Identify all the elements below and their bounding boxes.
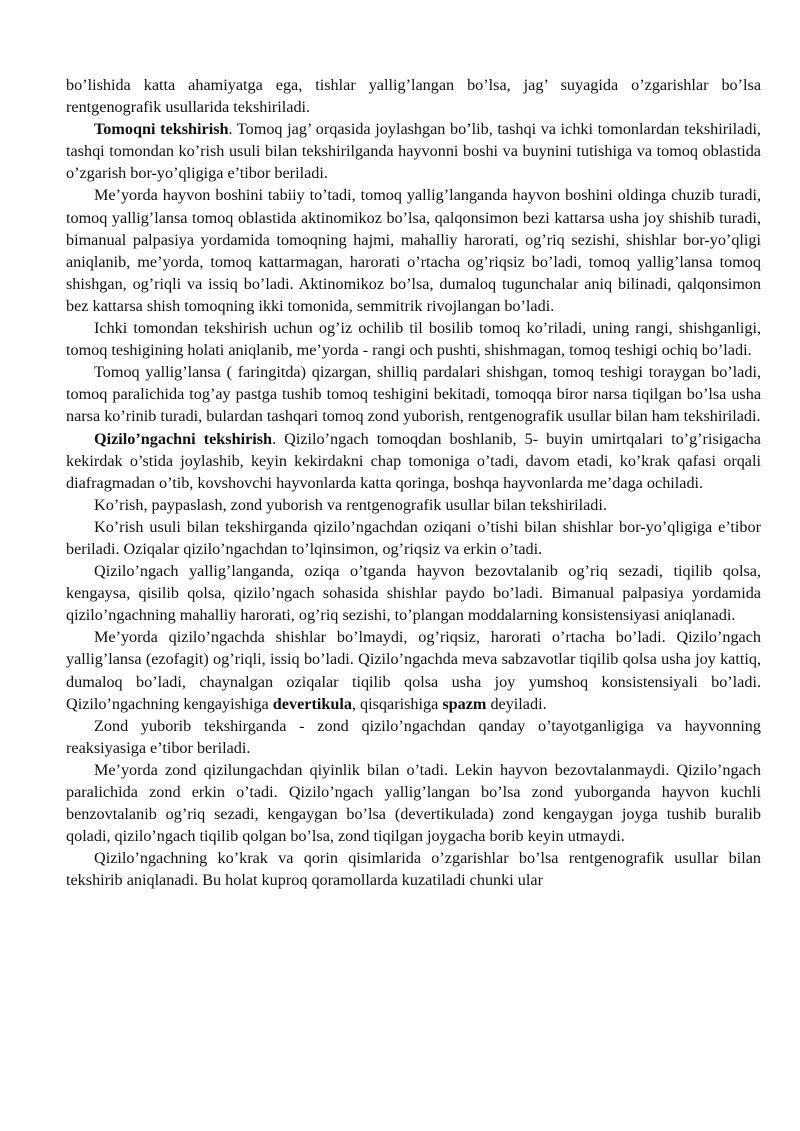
paragraph	[66, 759, 761, 847]
text-run: Qizilo’ngachning ko’krak va qorin qisimlarida o’zgarishlar bo’lsa rentgenografik usullar bilan tekshirib aniqlanadi. Bu holat kuproq qoramollarda kuzatiladi chunki ular	[66, 849, 761, 890]
bold-term: Qizilo’ngachni tekshirish	[94, 429, 273, 448]
text-run: Qizilo’ngach yallig’langanda, oziqa o’tganda hayvon bezovtalanib og’riq sezadi, tiqilib qolsa, kengaysa, qisilib qolsa, qizilo’ngach sohasida shishlar paydo bo’ladi. Bimanual palpasiya yordamida qizilo’ngachning mahalliy harorati, og’riq sezishi, to’plangan moddalarning konsistensiyasi aniqlanadi.	[66, 562, 761, 625]
text-run: . Qizilo’ngach tomoqdan boshlanib, 5- buyin umirtqalari to’g’risigacha kekirdak o’stida joylashib, keyin kekirdakni chap tomoniga o’tadi, davom etadi, ko’krak qafasi orqali diafragmadan o’tib, kovshovchi hayvonlarda katta qoringa, boshqa hayvonlarda me’daga ochiladi.	[66, 429, 761, 492]
text-run: Tomoq yallig’lansa ( faringitda) qizargan, shilliq pardalari shishgan, tomoq teshigi toraygan bo’ladi, tomoq paralichida tog’ay pastga tushib tomoq teshigini bekitadi, tomoqqa biror narsa tiqilgan bo’lsa usha narsa ko’rinib turadi, bulardan tashqari tomoq zond yuborish, rentgenografik usullar bilan ham tekshiriladi.	[66, 363, 761, 426]
text-run: deyiladi.	[486, 694, 547, 713]
paragraph	[66, 715, 761, 759]
text-run: . Tomoq jag’ orqasida joylashgan bo’lib, tashqi va ichki tomonlardan tekshiriladi, tashqi tomondan ko’rish usuli bilan tekshirilganda hayvonni boshi va buynini tutishiga va tomoq oblastida o’zgarish bor-yo’qligiga e’tibor beriladi.	[66, 120, 761, 183]
paragraph	[66, 74, 761, 118]
text-run: Me’yorda hayvon boshini tabiiy to’tadi, tomoq yallig’langanda hayvon boshini oldinga chuzib turadi, tomoq yallig’lansa tomoq oblastida aktinomikoz bo’lsa, qalqonsimon bezi kattarsa usha joy shishib turadi, bimanual palpasiya yordamida tomoqning hajmi, mahalliy harorati, og’riq sezishi, shishlar bor-yo’qligi aniqlanib, me’yorda, tomoq kattarmagan, harorati o’rtacha og’riqsiz bo’ladi, tomoq yallig’lansa tomoq shishgan, og’riqli va issiq bo’ladi. Aktinomikoz bo’lsa, dumaloq tugunchalar aniq bilinadi, qalqonsimon bez kattarsa shish tomoqning ikki tomonida, semmitrik rivojlangan bo’ladi.	[66, 186, 761, 315]
paragraph	[66, 428, 761, 494]
paragraph	[66, 626, 761, 714]
text-run: Me’yorda qizilo’ngachda shishlar bo’lmaydi, og’riqsiz, harorati o’rtacha bo’ladi. Qizilo’ngach yallig’lansa (ezofagit) og’riqli, issiq bo’ladi. Qizilo’ngachda meva sabzavotlar tiqilib qolsa usha joy kattiq, dumaloq bo’ladi, chaynalgan oziqalar tiqilib qolsa usha joy yumshoq konsistensiyali bo’ladi. Qizilo’ngachning kengayishiga	[66, 628, 761, 713]
bold-term: Tomoqni tekshirish	[94, 120, 229, 139]
bold-term: devertikula	[272, 694, 352, 713]
paragraph	[66, 317, 761, 361]
paragraph	[66, 494, 761, 516]
text-run: Ko’rish, paypaslash, zond yuborish va rentgenografik usullar bilan tekshiriladi.	[94, 495, 607, 514]
bold-term: spazm	[442, 694, 487, 713]
text-run: , qisqarishiga	[351, 694, 443, 713]
text-run: Ko’rish usuli bilan tekshirganda qizilo’ngachdan oziqani o’tishi bilan shishlar bor-yo’qligiga e’tibor beriladi. Oziqalar qizilo’ngachdan to’lqinsimon, og’riqsiz va erkin o’tadi.	[66, 517, 761, 558]
text-run: bo’lishida katta ahamiyatga ega, tishlar yallig’langan bo’lsa, jag’ suyagida o’zgarishlar bo’lsa rentgenografik usullarida tekshiriladi.	[66, 76, 761, 117]
paragraph	[66, 184, 761, 317]
paragraph	[66, 361, 761, 427]
text-run: Ichki tomondan tekshirish uchun og’iz ochilib til bosilib tomoq ko’riladi, uning rangi, shishganligi, tomoq teshigining holati aniqlanib, me’yorda - rangi och pushti, shishmagan, tomoq teshigi ochiq bo’ladi.	[66, 319, 761, 360]
paragraph	[66, 560, 761, 626]
paragraph	[66, 847, 761, 891]
paragraph	[66, 516, 761, 560]
paragraph	[66, 118, 761, 184]
text-run: Me’yorda zond qizilungachdan qiyinlik bilan o’tadi. Lekin hayvon bezovtalanmaydi. Qizilo’ngach paralichida zond erkin o’tadi. Qizilo’ngach yallig’langan bo’lsa zond yuborganda hayvon kuchli benzovtalanib og’riq sezadi, kengaygan bo’lsa (devertikulada) zond kengaygan joyga tushib buralib qoladi, qizilo’ngach tiqilib qolgan bo’lsa, zond tiqilgan joygacha borib keyin utmaydi.	[66, 760, 761, 846]
text-run: Zond yuborib tekshirganda - zond qizilo’ngachdan qanday o’tayotganligiga va hayvonning reaksiyasiga e’tibor beriladi.	[66, 716, 761, 757]
document-page	[66, 74, 761, 891]
